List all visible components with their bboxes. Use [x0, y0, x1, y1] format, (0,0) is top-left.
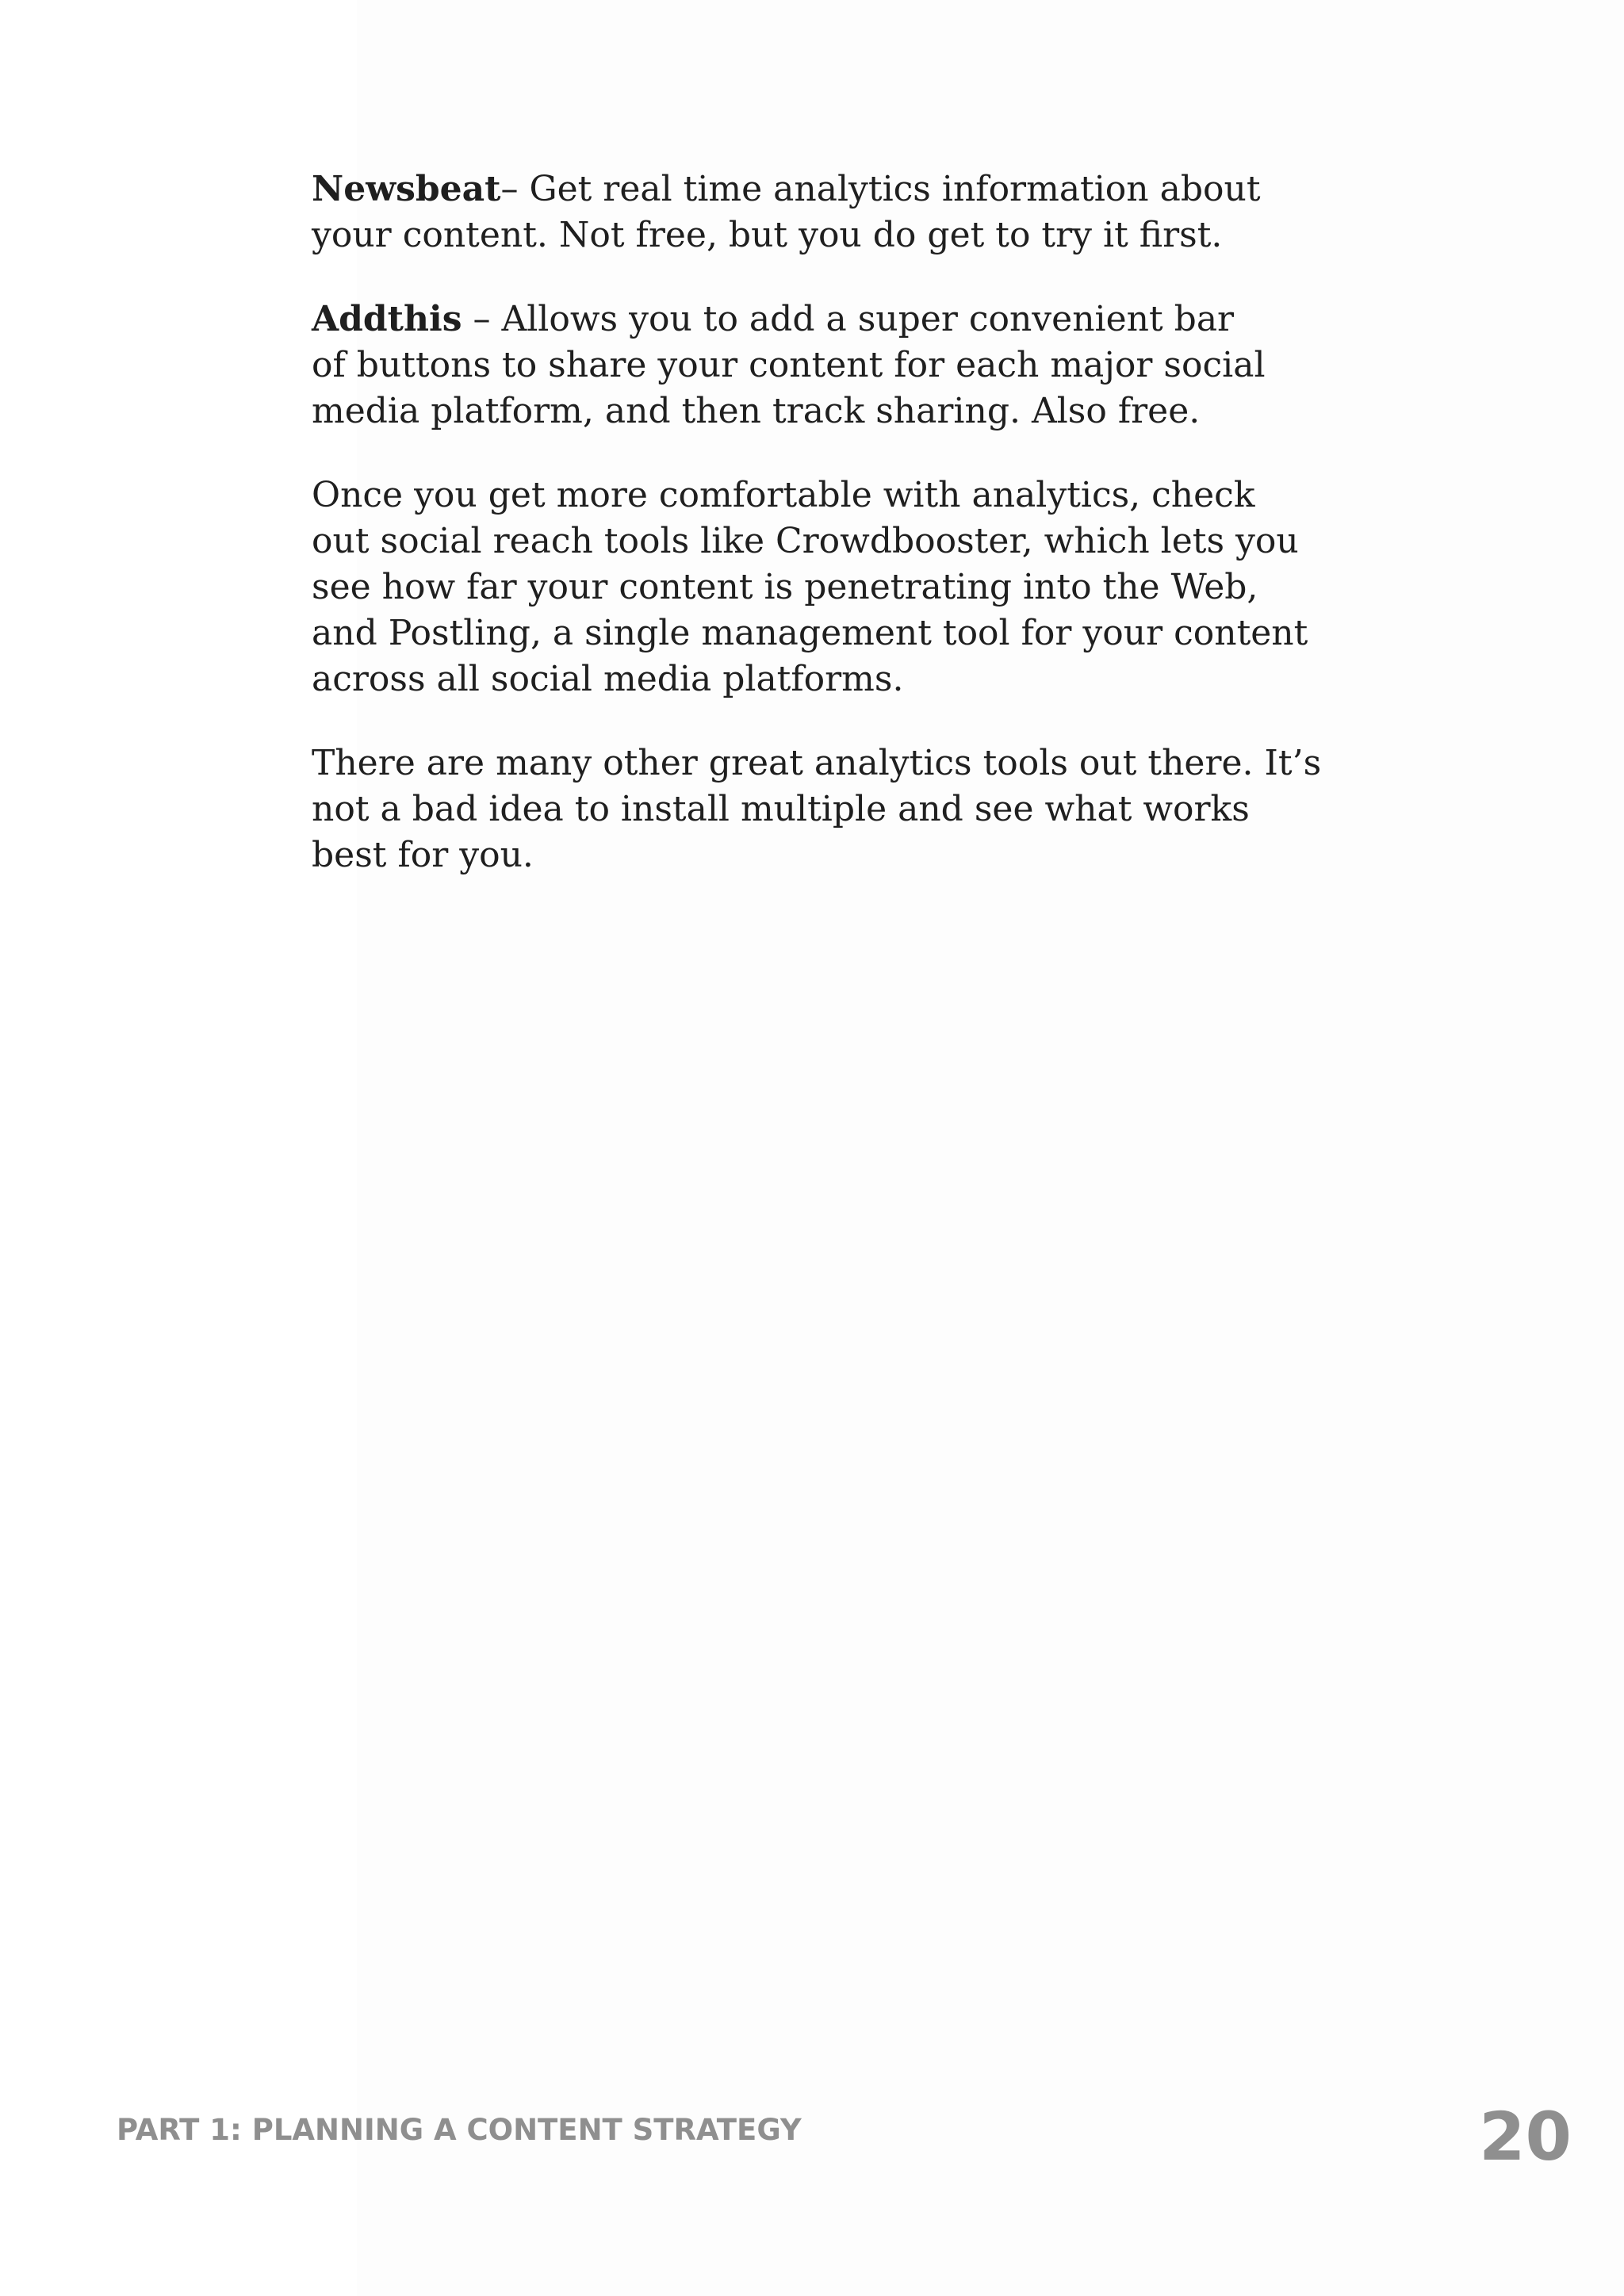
text-line-content: – Get real time analytics information about	[500, 169, 1261, 209]
page-number: 20	[1479, 2098, 1572, 2175]
text-line-content: – Allows you to add a super convenient bar	[462, 299, 1235, 339]
footer-section-label: PART 1: PLANNING A CONTENT STRATEGY	[117, 2113, 802, 2147]
paragraph-addthis	[312, 297, 1303, 434]
paragraph-social-reach-tools	[312, 473, 1308, 702]
text-line: media platform, and then track sharing. Also free.	[312, 391, 1201, 431]
term-addthis: Addthis	[312, 299, 462, 339]
text-line	[312, 297, 1303, 342]
text-line: not a bad idea to install multiple and see what works	[312, 789, 1250, 829]
term-newsbeat: Newsbeat	[312, 169, 501, 209]
text-line: There are many other great analytics tools out there. It’s	[312, 743, 1322, 783]
body-text	[312, 166, 1322, 916]
paragraph-newsbeat	[312, 166, 1303, 258]
text-line: your content. Not free, but you do get to try it first.	[312, 215, 1223, 255]
text-line: across all social media platforms.	[312, 659, 904, 699]
text-line: and Postling, a single management tool for your content	[312, 613, 1308, 653]
text-line: of buttons to share your content for each major social	[312, 345, 1266, 385]
text-line: out social reach tools like Crowdbooster, which lets you	[312, 521, 1299, 561]
text-line	[312, 166, 1303, 212]
text-line: best for you.	[312, 835, 534, 875]
text-line: see how far your content is penetrating into the Web,	[312, 567, 1258, 607]
text-line: Once you get more comfortable with analytics, check	[312, 475, 1255, 515]
paragraph-other-tools	[312, 740, 1322, 878]
